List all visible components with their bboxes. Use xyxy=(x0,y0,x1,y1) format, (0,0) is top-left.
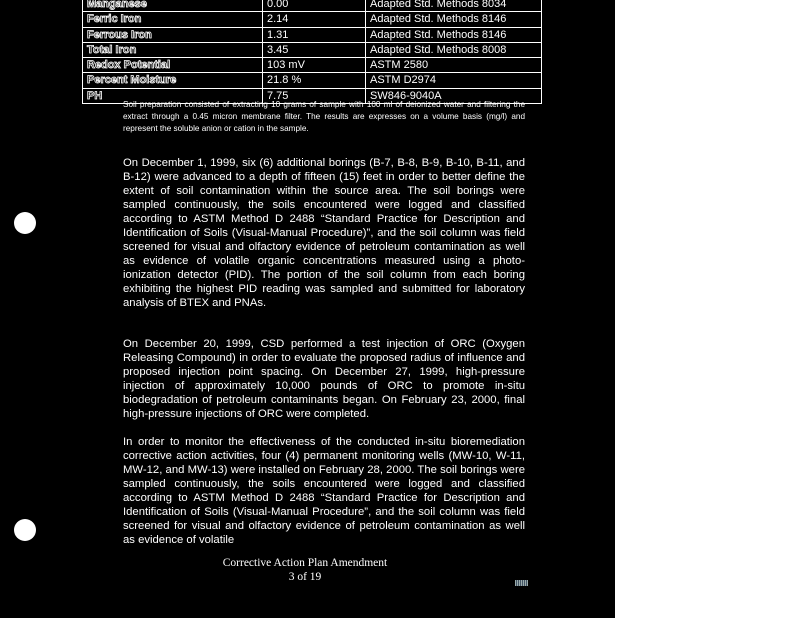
value-cell: 103 mV xyxy=(263,58,366,72)
page-number: 3 of 19 xyxy=(288,571,322,583)
parameter-cell: Total Iron xyxy=(83,43,263,57)
paragraph-borings: On December 1, 1999, six (6) additional borings (B-7, B-8, B-9, B-10, B-11, and B-12) were advanced to a depth of fifteen (15) feet in order to better define the extent of soil contamination within the source area. The soil borings were sampled continuously, the soils encountered were logged and classified according to ASTM Method D 2488 “Standard Practice for Description and Identification of Soils (Visual-Manual Procedure)”, and the soil column was field screened for visual and olfactory evidence of petroleum contamination as well as evidence of volatile organic concentrations measured using a photo-ionization detector (PID). The portion of the soil column from each boring exhibiting the highest PID reading was sampled and submitted for laboratory analysis of BTEX and PNAs. xyxy=(123,157,525,309)
table-footnote: Soil preparation consisted of extracting 10 grams of sample with 100 ml of deionized water and filtering the extract through a 0.45 micron membrane filter. The results are expresses on a volume basis (mg/l) and represent the soluble anion or cation in the sample. xyxy=(123,100,525,133)
value-cell: 2.14 xyxy=(263,12,366,26)
parameter-cell: Manganese xyxy=(83,0,263,11)
punch-hole-bottom xyxy=(14,519,36,541)
parameter-cell: Ferrous Iron xyxy=(83,28,263,42)
method-cell: ASTM 2580 xyxy=(370,59,429,72)
table-row xyxy=(83,11,541,26)
parameter-cell: Redox Potential xyxy=(83,58,263,72)
results-table xyxy=(82,0,542,104)
method-cell: Adapted Std. Methods 8034 xyxy=(370,0,507,10)
method-cell: Adapted Std. Methods 8008 xyxy=(370,43,507,56)
table-row xyxy=(83,57,541,72)
value-cell: 21.8 % xyxy=(263,73,366,87)
method-cell: Adapted Std. Methods 8146 xyxy=(370,28,507,41)
value-cell: 7.75 xyxy=(263,89,366,103)
parameter-cell: Percent Moisture xyxy=(83,73,263,87)
value-cell: 0.00 xyxy=(263,0,366,11)
footer-title: Corrective Action Plan Amendment xyxy=(222,557,388,569)
table-row xyxy=(83,27,541,42)
scan-artifact-mark xyxy=(515,580,528,586)
table-row xyxy=(83,42,541,57)
method-cell: SW846-9040A xyxy=(370,89,442,102)
value-cell: 1.31 xyxy=(263,28,366,42)
table-row xyxy=(83,0,541,11)
parameter-cell: PH xyxy=(83,89,263,103)
method-cell: Adapted Std. Methods 8146 xyxy=(370,13,507,26)
paragraph-monitoring-wells: In order to monitor the effectiveness of the conducted in-situ bioremediation corrective action activities, four (4) permanent monitoring wells (MW-10, W-11, MW-12, and MW-13) were installed on February 28, 2000. The soil borings were sampled continuously, the soils encountered were logged and classified according to ASTM Method D 2488 “Standard Practice for Description and Identification of Soils (Visual-Manual Procedure”, and the soil column was field screened for visual and olfactory evidence of petroleum contamination as well as evidence of volatile xyxy=(123,436,525,546)
method-cell: ASTM D2974 xyxy=(370,74,437,87)
paragraph-orc-injection: On December 20, 1999, CSD performed a test injection of ORC (Oxygen Releasing Compound) in order to evaluate the proposed radius of influence and proposed injection point spacing. On December 27, 1999, high-pressure injection of approximately 10,000 pounds of ORC to promote in-situ biodegradation of petroleum contaminants began. On February 23, 2000, final high-pressure injections of ORC were completed. xyxy=(123,338,525,420)
table-row xyxy=(83,72,541,87)
punch-hole-top xyxy=(14,212,36,234)
value-cell: 3.45 xyxy=(263,43,366,57)
parameter-cell: Ferric Iron xyxy=(83,12,263,26)
